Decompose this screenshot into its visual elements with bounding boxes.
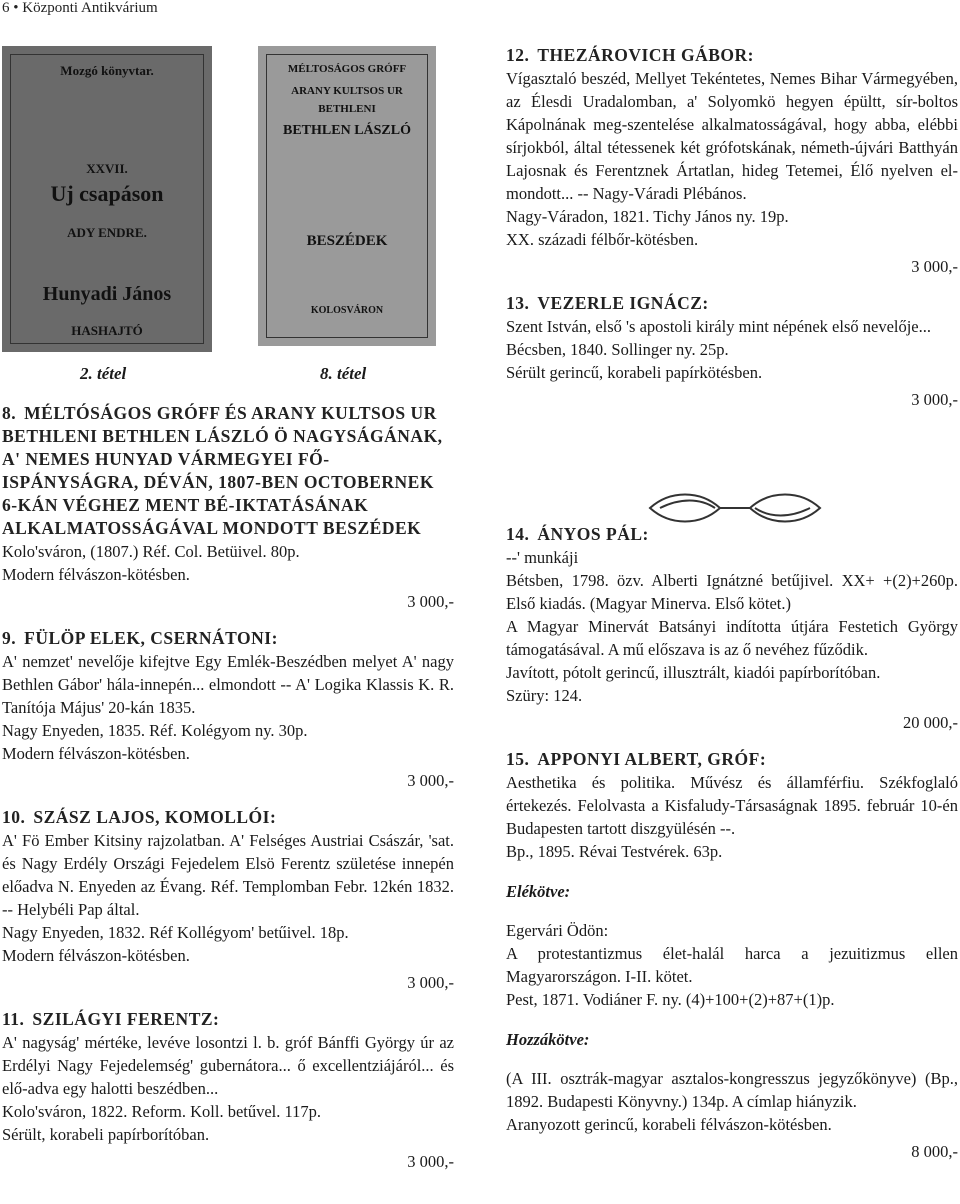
- entry-line: A' nemzet' nevelője kifejtve Egy Emlék-Beszédben melyet A' nagy Bethlen Gábor' hála-innepén... elmondott -- A' Logika Klassis K. R. Tanítója Május' 20-kán 1835.: [2, 652, 454, 717]
- entry-title-text: APPONYI ALBERT, GRÓF:: [537, 749, 767, 769]
- entry-subheading: Hozzákötve:: [506, 1029, 590, 1049]
- entry-price: 3 000,-: [407, 1152, 454, 1171]
- entry-line: --' munkáji: [506, 548, 579, 567]
- entry-number: 10.: [2, 807, 26, 827]
- entry-number: 14.: [506, 524, 530, 544]
- entry-line: A' Fö Ember Kitsiny rajzolatban. A' Felséges Austriai Császár, 'sat. és Nagy Erdély Országi Fejedelem Elsö Ferentz születése innepén előadva N. Enyeden az Évang. Réf. Templomban Febr. 12kén 1832. -- Helybéli Pap által.: [2, 831, 454, 919]
- page-header: [2, 0, 158, 17]
- entry-line: (A III. osztrák-magyar asztalos-kongresszus jegyzőkönyve) (Bp., 1892. Budapesti Könyvny.) 134p. A címlap hiányzik.: [506, 1069, 958, 1111]
- catalog-entry: [2, 806, 454, 994]
- entry-price: 3 000,-: [911, 390, 958, 409]
- entry-line: Nagy Enyeden, 1835. Réf. Kolégyom ny. 30p.: [2, 721, 308, 740]
- photo-text: Hunyadi János: [42, 283, 172, 305]
- catalog-entry: [506, 44, 958, 278]
- entry-title: [506, 44, 958, 67]
- entry-line: Aranyozott gerincű, korabeli félvászon-kötésben.: [506, 1115, 832, 1134]
- photo-text: XXVII.: [86, 161, 128, 176]
- entry-line: XX. századi félbőr-kötésben.: [506, 230, 699, 249]
- entry-line: Modern félvászon-kötésben.: [2, 744, 190, 763]
- entry-number: 13.: [506, 293, 530, 313]
- page-number: 6: [2, 0, 10, 16]
- entry-number: 9.: [2, 628, 17, 648]
- entry-line: Egervári Ödön:: [506, 921, 609, 940]
- entry-title-text: SZÁSZ LAJOS, KOMOLLÓI:: [33, 807, 277, 827]
- entry-title-text: MÉLTÓSÁGOS GRÓFF ÉS ARANY KULTSOS UR BETHLENI BETHLEN LÁSZLÓ Ö NAGYSÁGÁNAK, A' NEMES HUNYAD VÁRMEGYEI FŐ-ISPÁNYSÁGRA, DÉVÁN, 1807-BEN OCTOBERNEK 6-KÁN VÉGHEZ MENT BÉ-IKTATÁSÁNAK ALKALMATOSSÁGÁVAL MONDOTT BESZÉDEK: [2, 403, 443, 538]
- entry-title: [506, 292, 958, 315]
- entry-line: Vígasztaló beszéd, Mellyet Tekéntetes, Nemes Bihar Vármegyében, az Élesdi Uradalomban, a' Solyomkö hegyen épültt, sír-boltos Kápolnának meg-szentelése alkalmatosságával, hogy abba, elébbi sírjokból, által tétessenek két grófotskának, németh-újvári Batthyán Lajosnak és Ferentznek Ártatlan, hideg Tetemei, Élő nyelven el-mondott... -- Nagy-Váradi Plébános.: [506, 69, 958, 203]
- right-column: [506, 44, 958, 1177]
- header-bullet: •: [13, 0, 19, 16]
- entry-number: 12.: [506, 45, 530, 65]
- catalog-entry: [506, 523, 958, 734]
- photo-text: BETHLEN LÁSZLÓ: [283, 123, 411, 138]
- photo-text: Mozgó könyvtar.: [60, 63, 154, 78]
- entry-title: [2, 627, 454, 650]
- catalog-entry: [506, 748, 958, 1163]
- entry-number: 15.: [506, 749, 530, 769]
- entry-title: [2, 402, 454, 540]
- photo-text: ADY ENDRE.: [67, 225, 147, 240]
- entry-number: 11.: [2, 1009, 25, 1029]
- entry-line: Szüry: 124.: [506, 686, 583, 705]
- decorative-ornament-icon: [640, 488, 830, 528]
- catalog-entry: [2, 627, 454, 792]
- entry-title: [506, 748, 958, 771]
- entry-line: Modern félvászon-kötésben.: [2, 565, 190, 584]
- entry-title-text: SZILÁGYI FERENTZ:: [32, 1009, 220, 1029]
- photo-text: HASHAJTÓ: [71, 323, 143, 338]
- entry-price: 3 000,-: [407, 771, 454, 790]
- caption-right: 8. tétel: [320, 364, 367, 383]
- header-title: Központi Antikvárium: [22, 0, 158, 16]
- entry-line: A protestantizmus élet-halál harca a jezuitizmus ellen Magyarországon. I-II. kötet.: [506, 944, 958, 986]
- left-column: [2, 402, 454, 1187]
- photo-text: BETHLENI: [318, 103, 376, 115]
- photo-text: BESZÉDEK: [306, 233, 388, 249]
- entry-title-text: THEZÁROVICH GÁBOR:: [537, 45, 754, 65]
- entry-line: Kolo'sváron, (1807.) Réf. Col. Betüivel. 80p.: [2, 542, 300, 561]
- entry-title-text: ÁNYOS PÁL:: [537, 524, 649, 544]
- entry-title: [2, 1008, 454, 1031]
- entry-line: Pest, 1871. Vodiáner F. ny. (4)+100+(2)+87+(1)p.: [506, 990, 835, 1009]
- entry-line: A' nagyság' mértéke, levéve losontzi l. b. gróf Bánffi György úr az Erdélyi Nagy Fejedelemség' gubernátora... ő excellentziájáról... és elő-adva egy halotti beszédben...: [2, 1033, 454, 1098]
- entry-line: Nagy Enyeden, 1832. Réf Kollégyom' betűivel. 18p.: [2, 923, 349, 942]
- entry-line: A Magyar Minervát Batsányi indította útjára Festetich György támogatásával. A mű előszava is az ő nevéhez fűződik.: [506, 617, 958, 659]
- entry-line: Javított, pótolt gerincű, illusztrált, kiadói papírborítóban.: [506, 663, 881, 682]
- entry-line: Szent István, első 's apostoli király mint népének első nevelője...: [506, 317, 932, 336]
- entry-price: 3 000,-: [911, 257, 958, 276]
- entry-price: 20 000,-: [903, 713, 958, 732]
- entry-line: Modern félvászon-kötésben.: [2, 946, 190, 965]
- entry-price: 8 000,-: [911, 1142, 958, 1161]
- entry-line: Sérült, korabeli papírborítóban.: [2, 1125, 210, 1144]
- book-cover-photo-left: [2, 46, 212, 352]
- photo-text: Uj csapáson: [50, 181, 164, 206]
- entry-line: Aesthetika és politika. Művész és államférfiu. Székfoglaló értekezés. Felolvasta a Kisfaludy-Társaságnak 1895. február 10-én Budapesten tartott diszgyülésén --.: [506, 773, 958, 838]
- catalog-entry: [2, 1008, 454, 1173]
- book-cover-photo-right: [258, 46, 436, 346]
- entry-title-text: VEZERLE IGNÁCZ:: [537, 293, 709, 313]
- entry-line: Sérült gerincű, korabeli papírkötésben.: [506, 363, 763, 382]
- entry-line: Bp., 1895. Révai Testvérek. 63p.: [506, 842, 723, 861]
- entry-line: Bétsben, 1798. özv. Alberti Ignátzné betűjivel. XX+ +(2)+260p. Első kiadás. (Magyar Minerva. Első kötet.): [506, 571, 958, 613]
- photo-text: ARANY KULTSOS UR: [291, 85, 403, 97]
- entry-title: [2, 806, 454, 829]
- photo-text: MÉLTOSÁGOS GRÓFF: [287, 63, 407, 75]
- caption-left: 2. tétel: [80, 364, 127, 383]
- entry-line: Bécsben, 1840. Sollinger ny. 25p.: [506, 340, 729, 359]
- catalog-entry: [2, 402, 454, 613]
- entry-line: Kolo'sváron, 1822. Reform. Koll. betűvel. 117p.: [2, 1102, 322, 1121]
- catalog-entry: [506, 292, 958, 411]
- entry-line: Nagy-Váradon, 1821. Tichy János ny. 19p.: [506, 207, 789, 226]
- entry-price: 3 000,-: [407, 592, 454, 611]
- photo-text: KOLOSVÁRON: [310, 305, 384, 316]
- entry-number: 8.: [2, 403, 17, 423]
- entry-subheading: Elékötve:: [506, 881, 571, 901]
- entry-price: 3 000,-: [407, 973, 454, 992]
- entry-title-text: FÜLÖP ELEK, CSERNÁTONI:: [24, 628, 278, 648]
